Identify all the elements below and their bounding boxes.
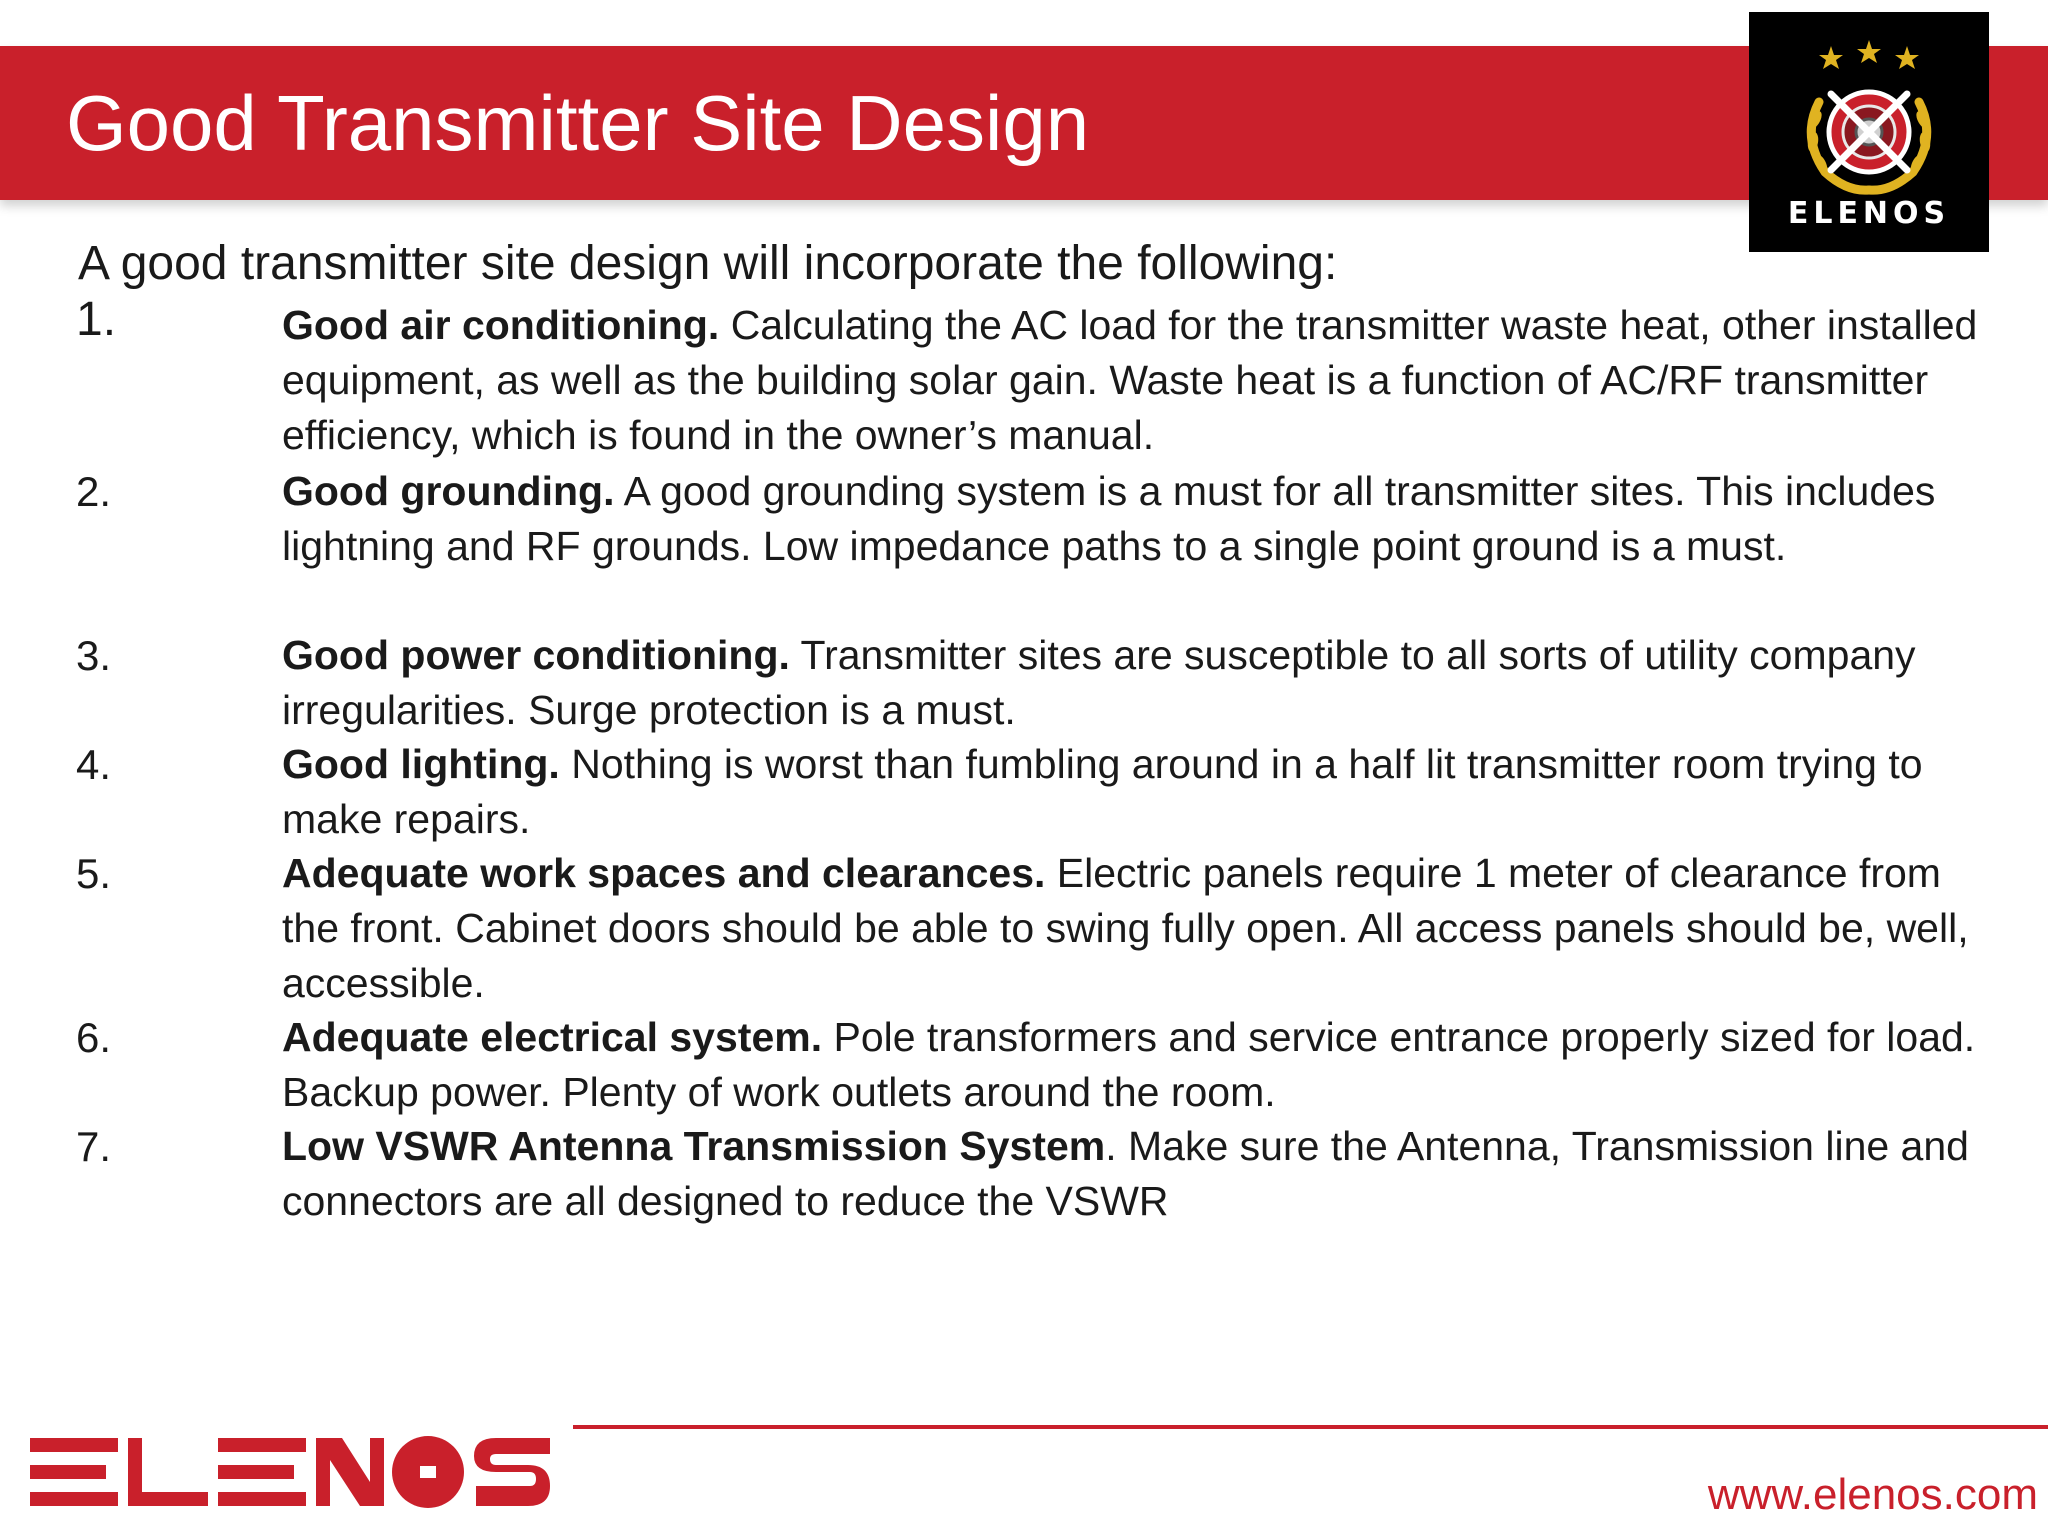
item-text [282, 846, 2002, 1011]
footer-divider [573, 1425, 2048, 1429]
item-body: Electric panels require 1 meter of clearance from the front. Cabinet doors should be able to swing fully open. All access panels should be, well, accessible. [282, 850, 1969, 1006]
item-body: Calculating the AC load for the transmitter waste heat, other installed equipment, as well as the building solar gain. Waste heat is a function of AC/RF transmitter efficiency, which is found in the owner’s manual. [282, 302, 1978, 458]
badge-logo-text: ELENOS [1787, 196, 1951, 231]
website-url: www.elenos.com [1707, 1470, 2038, 1519]
item-lead: Adequate electrical system. [282, 1014, 823, 1060]
item-text [282, 1119, 2002, 1229]
item-number: 4. [76, 741, 112, 788]
item-lead: Good lighting. [282, 741, 560, 787]
item-text [282, 1010, 2002, 1120]
item-body: A good grounding system is a must for all transmitter sites. This includes lightning and RF grounds. Low impedance paths to a single point ground is a must. [282, 468, 1936, 569]
item-number: 7. [76, 1123, 112, 1170]
item-number: 2. [76, 468, 112, 515]
item-number: 3. [76, 632, 112, 679]
item-lead: Adequate work spaces and clearances. [282, 850, 1046, 896]
item-lead: Good grounding. [282, 468, 615, 514]
elenos-logo-icon [30, 1432, 550, 1512]
item-body: . Make sure the Antenna, Transmission line and connectors are all designed to reduce the VSWR [282, 1123, 1969, 1224]
footer-logo [30, 1432, 550, 1517]
item-body: Transmitter sites are susceptible to all sorts of utility company irregularities. Surge protection is a must. [282, 632, 1916, 733]
page-title: Good Transmitter Site Design [66, 79, 1090, 167]
item-number: 1. [76, 293, 117, 346]
title-bar [0, 46, 2048, 200]
item-lead: Low VSWR Antenna Transmission System [282, 1123, 1106, 1169]
intro-text: A good transmitter site design will incorporate the following: [78, 237, 1338, 290]
item-body: Nothing is worst than fumbling around in a half lit transmitter room trying to make repairs. [282, 741, 1923, 842]
item-lead: Good power conditioning. [282, 632, 790, 678]
item-number: 5. [76, 850, 112, 897]
item-text [282, 737, 2002, 847]
item-body: Pole transformers and service entrance properly sized for load. Backup power. Plenty of work outlets around the room. [282, 1014, 1976, 1115]
item-number: 6. [76, 1014, 112, 1061]
item-text [282, 464, 2002, 574]
item-lead: Good air conditioning. [282, 302, 720, 348]
item-text [282, 628, 2002, 738]
item-text [282, 298, 2002, 463]
elenos-badge [1749, 12, 1989, 252]
star-icons [1819, 40, 1919, 69]
